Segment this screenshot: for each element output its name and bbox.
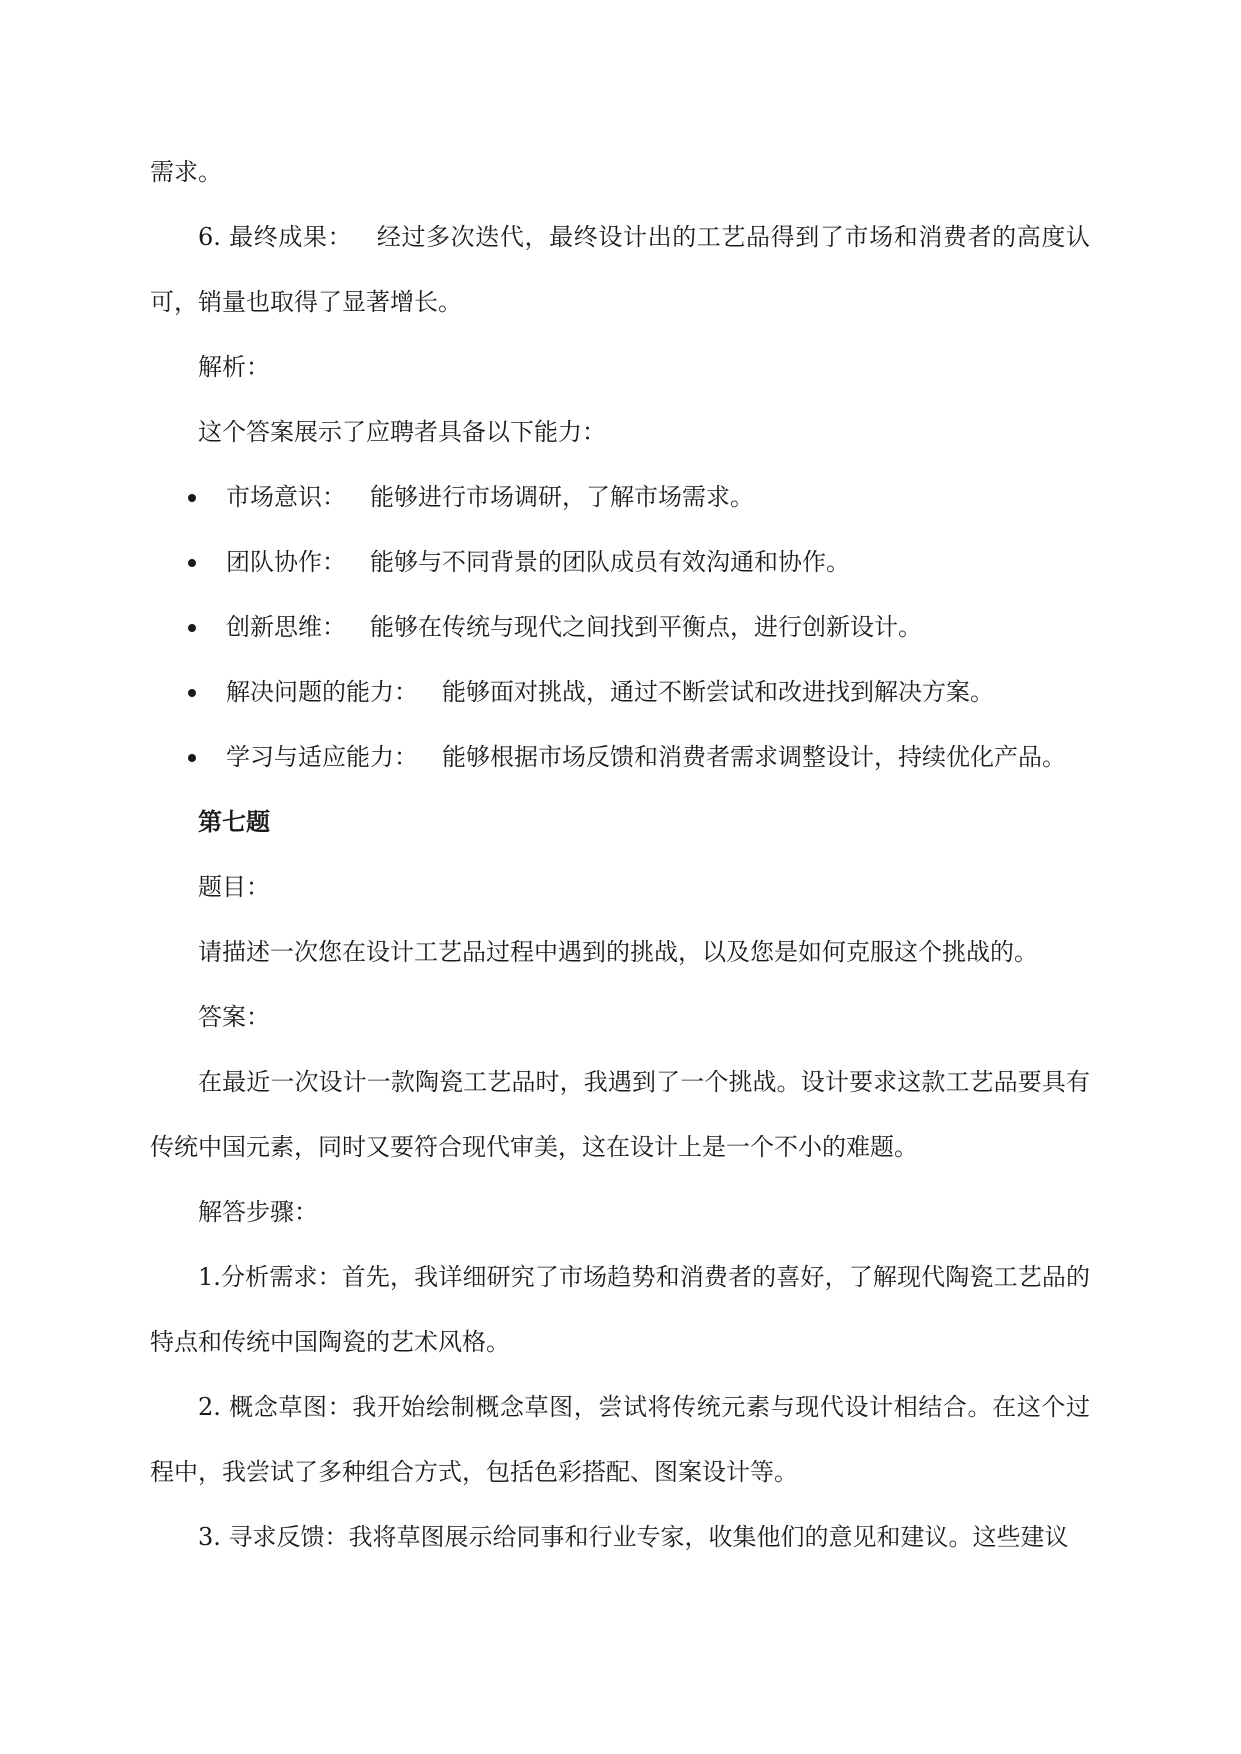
section-title: 第七题 — [198, 808, 270, 836]
paragraph-final-result — [150, 205, 1090, 335]
step-3: 3. 寻求反馈：我将草图展示给同事和行业专家，收集他们的意见和建议。这些建议 — [198, 1523, 1069, 1551]
list-item — [150, 660, 1090, 725]
bullet-icon — [188, 559, 196, 567]
bullet-text: 能够面对挑战，通过不断尝试和改进找到解决方案。 — [442, 678, 994, 706]
step-1: 1.分析需求：首先，我详细研究了市场趋势和消费者的喜好，了解现代陶瓷工艺品的特点和传统中国陶瓷的艺术风格。 — [150, 1263, 1090, 1356]
document-body — [150, 140, 1090, 1570]
list-item — [150, 465, 1090, 530]
paragraph-continuation: 需求。 — [150, 158, 222, 186]
answer-text: 在最近一次设计一款陶瓷工艺品时，我遇到了一个挑战。设计要求这款工艺品要具有传统中国元素，同时又要符合现代审美，这在设计上是一个不小的难题。 — [150, 1068, 1090, 1161]
answer-label: 答案： — [198, 1003, 270, 1031]
bullet-label: 市场意识： — [226, 483, 346, 511]
question-label: 题目： — [198, 873, 270, 901]
abilities-list — [150, 465, 1090, 790]
bullet-text: 能够与不同背景的团队成员有效沟通和协作。 — [370, 548, 850, 576]
bullet-icon — [188, 689, 196, 697]
bullet-label: 创新思维： — [226, 613, 346, 641]
analysis-label: 解析： — [198, 353, 270, 381]
bullet-icon — [188, 624, 196, 632]
final-result-label: 6. 最终成果： — [198, 223, 353, 251]
analysis-intro: 这个答案展示了应聘者具备以下能力： — [198, 418, 606, 446]
bullet-label: 解决问题的能力： — [226, 678, 418, 706]
bullet-label: 团队协作： — [226, 548, 346, 576]
list-item — [150, 530, 1090, 595]
bullet-icon — [188, 754, 196, 762]
bullet-text: 能够进行市场调研，了解市场需求。 — [370, 483, 754, 511]
bullet-label: 学习与适应能力： — [226, 743, 418, 771]
list-item — [150, 725, 1090, 790]
bullet-icon — [188, 494, 196, 502]
list-item — [150, 595, 1090, 660]
bullet-text: 能够根据市场反馈和消费者需求调整设计，持续优化产品。 — [442, 743, 1066, 771]
step-2: 2. 概念草图：我开始绘制概念草图，尝试将传统元素与现代设计相结合。在这个过程中，我尝试了多种组合方式，包括色彩搭配、图案设计等。 — [150, 1393, 1090, 1486]
steps-label: 解答步骤： — [198, 1198, 318, 1226]
question-text: 请描述一次您在设计工艺品过程中遇到的挑战，以及您是如何克服这个挑战的。 — [198, 938, 1038, 966]
bullet-text: 能够在传统与现代之间找到平衡点，进行创新设计。 — [370, 613, 922, 641]
final-result-text: 经过多次迭代，最终设计出的工艺品得到了市场和消费者的高度认可，销量也取得了显著增长。 — [150, 223, 1091, 316]
